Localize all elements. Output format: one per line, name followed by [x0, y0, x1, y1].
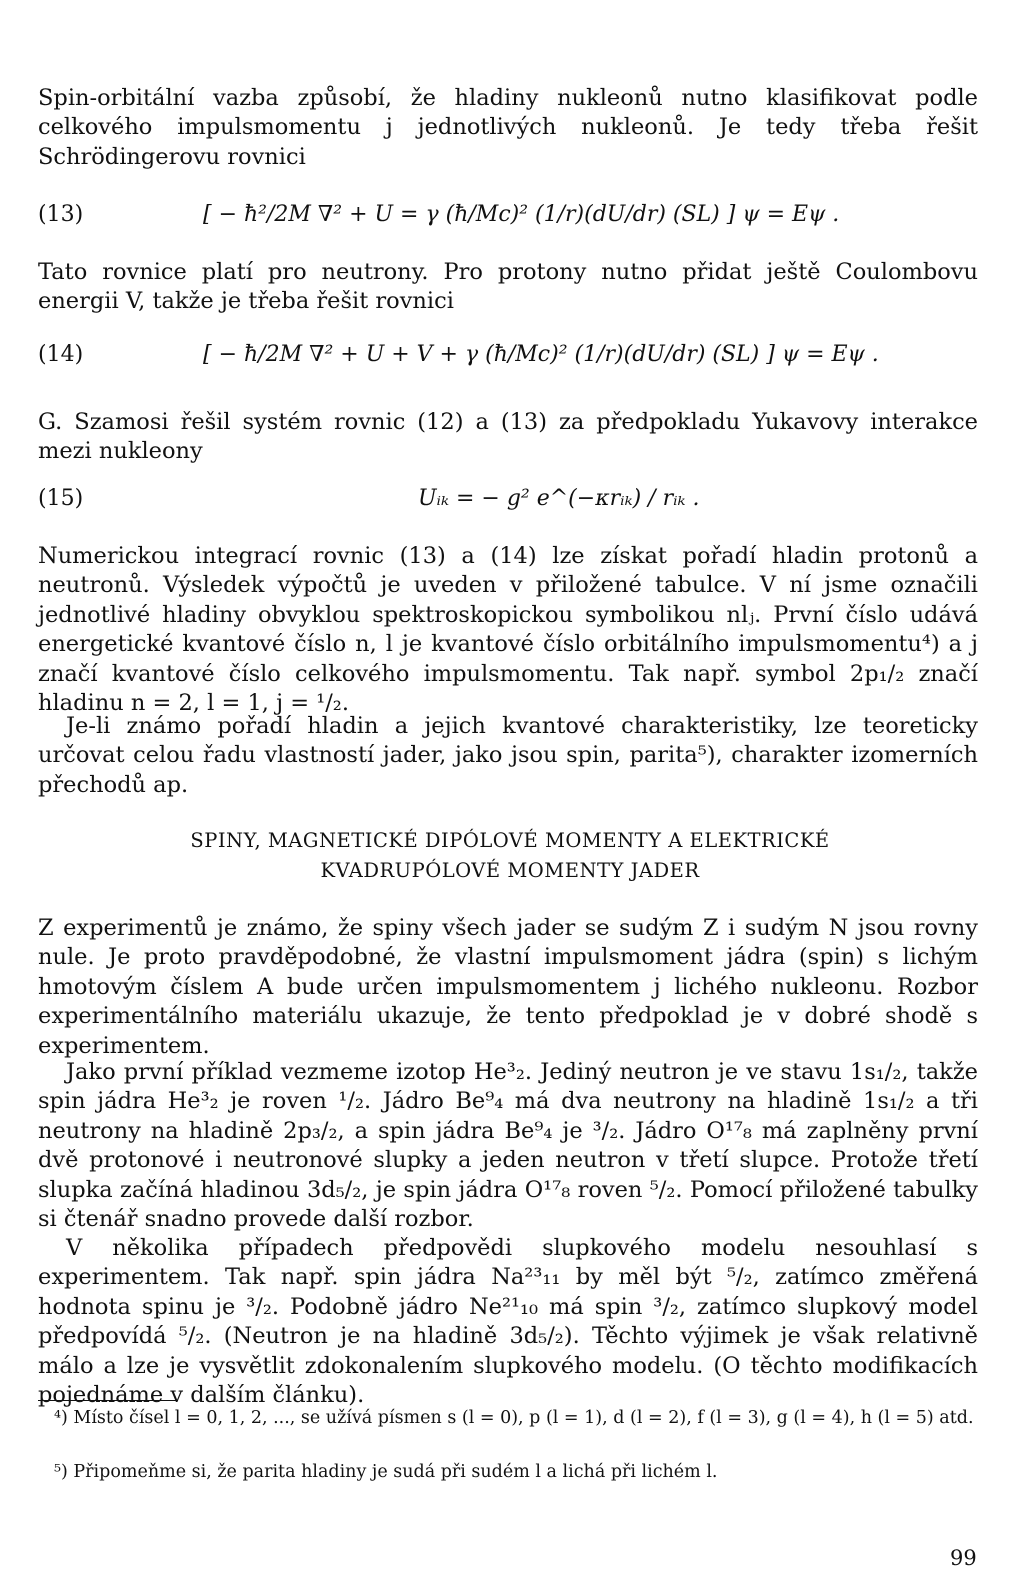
paragraph-first-example: Jako první příklad vezmeme izotop He³₂. Jediný neutron je ve stavu 1s₁/₂, takže spin jádra He³₂ je roven ¹/₂. Jádro Be⁹₄ má dva neutrony na hladině 1s₁/₂ a tři neutrony na hladině 2p₃/₂, a spin jádra Be⁹₄ je ³/₂. Jádro O¹⁷₈ má zaplněny první dvě protonové i neutronové slupky a jeden neutron v třetí slupce. Protože třetí slupka začíná hladinou 3d₅/₂, je spin jádra O¹⁷₈ roven ⁵/₂. Pomocí přiložené tabulky si čtenář snadno provede další rozbor. [38, 1059, 978, 1233]
footnote-4: ⁴) Místo čísel l = 0, 1, 2, ..., se užívá písmen s (l = 0), p (l = 1), d (l = 2), f (l = 3), g (l = 4), h (l = 5) atd. [54, 1408, 974, 1428]
paragraph-numerical-integration: Numerickou integrací rovnic (13) a (14) lze získat pořadí hladin protonů a neutronů. Výsledek výpočtů je uveden v přiložené tabulce. V ní jsme označili jednotlivé hladiny obvyklou spektroskopickou symbolikou nlⱼ. První číslo udává energetické kvantové číslo n, l je kvantové číslo orbitálního impulsmomentu⁴) a j značí kvantové číslo celkového impulsmomentu. Tak např. symbol 2p₁/₂ značí hladinu n = 2, l = 1, j = ¹/₂. [38, 543, 978, 717]
equation-number: (13) [38, 202, 84, 227]
equation-body: Uᵢₖ = − g² e^(−κrᵢₖ) / rᵢₖ . [418, 486, 700, 511]
paragraph-protons: Tato rovnice platí pro neutrony. Pro protony nutno přidat ještě Coulombovu energii V, takže je třeba řešit rovnici [38, 259, 978, 315]
equation-number: (14) [38, 342, 84, 367]
paragraph-spin-orbit: Spin-orbitální vazba způsobí, že hladiny nukleonů nutno klasifikovat podle celkového impulsmomentu j jednotlivých nukleonů. Je tedy třeba řešit Schrödingerovu rovnici [38, 85, 978, 170]
section-heading: SPINY, MAGNETICKÉ DIPÓLOVÉ MOMENTY A ELEKTRICKÉ KVADRUPÓLOVÉ MOMENTY JADER [190, 829, 830, 882]
equation-body: [ − ħ/2M ∇² + U + V + γ (ħ/Mc)² (1/r)(dU/dr) (SL) ] ψ = Eψ . [203, 342, 879, 367]
paragraph-experiments: Z experimentů je známo, že spiny všech jader se sudým Z i sudým N jsou rovny nule. Je proto pravděpodobné, že vlastní impulsmoment jádra (spin) s lichým hmotovým číslem A bude určen impulsmomentem j lichého nukleonu. Rozbor experimentálního materiálu ukazuje, že tento předpoklad je v dobré shodě s experimentem. [38, 915, 978, 1059]
equation-body: [ − ħ²/2M ∇² + U = γ (ħ/Mc)² (1/r)(dU/dr) (SL) ] ψ = Eψ . [203, 202, 840, 227]
footnote-divider [38, 1400, 178, 1401]
page-number: 99 [950, 1546, 977, 1570]
paragraph-exceptions: V několika případech předpovědi slupkového modelu nesouhlasí s experimentem. Tak např. spin jádra Na²³₁₁ by měl být ⁵/₂, zatímco změřená hodnota spinu je ³/₂. Podobně jádro Ne²¹₁₀ má spin ³/₂, zatímco slupkový model předpovídá ⁵/₂. (Neutron je na hladině 3d₅/₂). Těchto výjimek je však relativně málo a lze je vysvětlit zdokonalením slupkového modelu. (O těchto modifikacích pojednáme v dalším článku). [38, 1235, 978, 1409]
footnote-5: ⁵) Připomeňme si, že parita hladiny je sudá při sudém l a lichá při lichém l. [54, 1462, 718, 1482]
equation-number: (15) [38, 486, 84, 511]
paragraph-level-order: Je-li známo pořadí hladin a jejich kvantové charakteristiky, lze teoreticky určovat celou řadu vlastností jader, jako jsou spin, parita⁵), charakter izomerních přechodů ap. [38, 713, 978, 798]
paragraph-szamosi: G. Szamosi řešil systém rovnic (12) a (13) za předpokladu Yukavovy interakce mezi nukleony [38, 409, 978, 465]
